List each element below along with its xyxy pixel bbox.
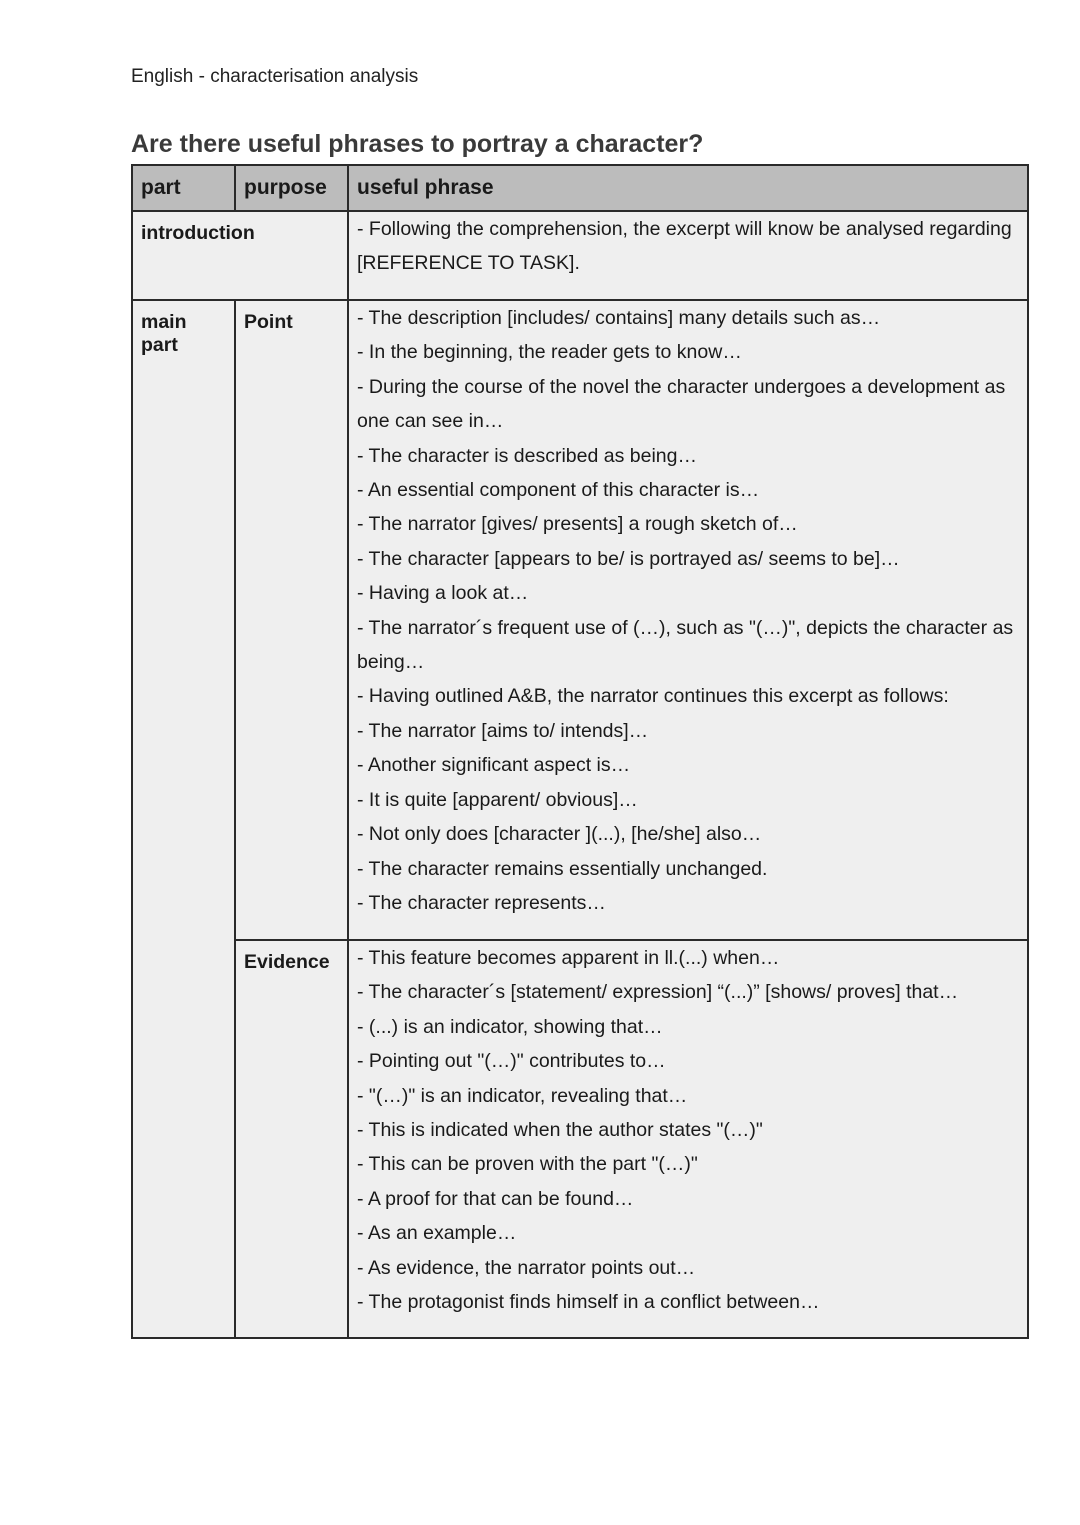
phrase-line: - Not only does [character ](...), [he/she] also… [357, 823, 762, 846]
phrase-line: - This is indicated when the author states "(…)" [357, 1119, 763, 1142]
table-header-row [132, 165, 1028, 211]
section-heading: Are there useful phrases to portray a character? [131, 130, 704, 158]
table-row [132, 940, 1028, 1338]
column-header-useful-phrase: useful phrase [348, 165, 1028, 211]
phrase-line: - The character remains essentially unchanged. [357, 857, 768, 880]
phrase-line: - The character´s [statement/ expression] “(...)” [shows/ proves] that… [357, 981, 959, 1004]
phrase-line: - The character represents… [357, 891, 606, 914]
phrase-line: - As an example… [357, 1222, 517, 1245]
phrase-line: - The narrator´s frequent use of (…), such as "(…)", depicts the character as being… [357, 616, 1014, 674]
column-header-part: part [132, 165, 235, 211]
phrase-line: - During the course of the novel the character undergoes a development as one can see in… [357, 375, 1006, 433]
table-row [132, 211, 1028, 300]
phrase-line: - A proof for that can be found… [357, 1187, 634, 1210]
row-label-introduction: introduction [132, 211, 348, 300]
phrase-line: - Having outlined A&B, the narrator continues this excerpt as follows: [357, 685, 949, 708]
phrase-list-point [348, 300, 1028, 940]
purpose-label-evidence: Evidence [235, 940, 348, 1338]
row-label-main-part: main part [132, 300, 235, 1338]
table-row [132, 300, 1028, 940]
phrase-line: - (...) is an indicator, showing that… [357, 1015, 663, 1038]
phrase-list-evidence [348, 940, 1028, 1338]
phrase-line: - Following the comprehension, the excerpt will know be analysed regarding [REFERENCE TO TASK]. [357, 218, 1012, 275]
phrase-line: - This feature becomes apparent in ll.(...) when… [357, 947, 780, 969]
phrase-line: - The description [includes/ contains] many details such as… [357, 307, 881, 329]
phrase-line: - In the beginning, the reader gets to know… [357, 341, 742, 364]
purpose-label-point: Point [235, 300, 348, 940]
phrase-line: - Pointing out "(…)" contributes to… [357, 1050, 666, 1073]
phrase-line: - This can be proven with the part "(…)" [357, 1153, 698, 1176]
phrase-line: - It is quite [apparent/ obvious]… [357, 788, 638, 811]
phrase-line: - The character is described as being… [357, 444, 697, 467]
phrase-line: - An essential component of this character is… [357, 479, 760, 502]
document-header: English - characterisation analysis [131, 66, 419, 87]
phrase-line: - "(…)" is an indicator, revealing that… [357, 1084, 688, 1107]
phrase-line: - As evidence, the narrator points out… [357, 1256, 696, 1279]
phrase-line: - The protagonist finds himself in a conflict between… [357, 1291, 820, 1314]
phrase-line: - The character [appears to be/ is portrayed as/ seems to be]… [357, 547, 900, 570]
phrase-line: - Another significant aspect is… [357, 754, 631, 777]
phrase-line: - Having a look at… [357, 582, 529, 605]
phrase-line: - The narrator [gives/ presents] a rough sketch of… [357, 513, 798, 536]
column-header-purpose: purpose [235, 165, 348, 211]
useful-phrases-table [131, 164, 1029, 1339]
phrase-line: - The narrator [aims to/ intends]… [357, 719, 649, 742]
phrase-list-introduction [348, 211, 1028, 300]
